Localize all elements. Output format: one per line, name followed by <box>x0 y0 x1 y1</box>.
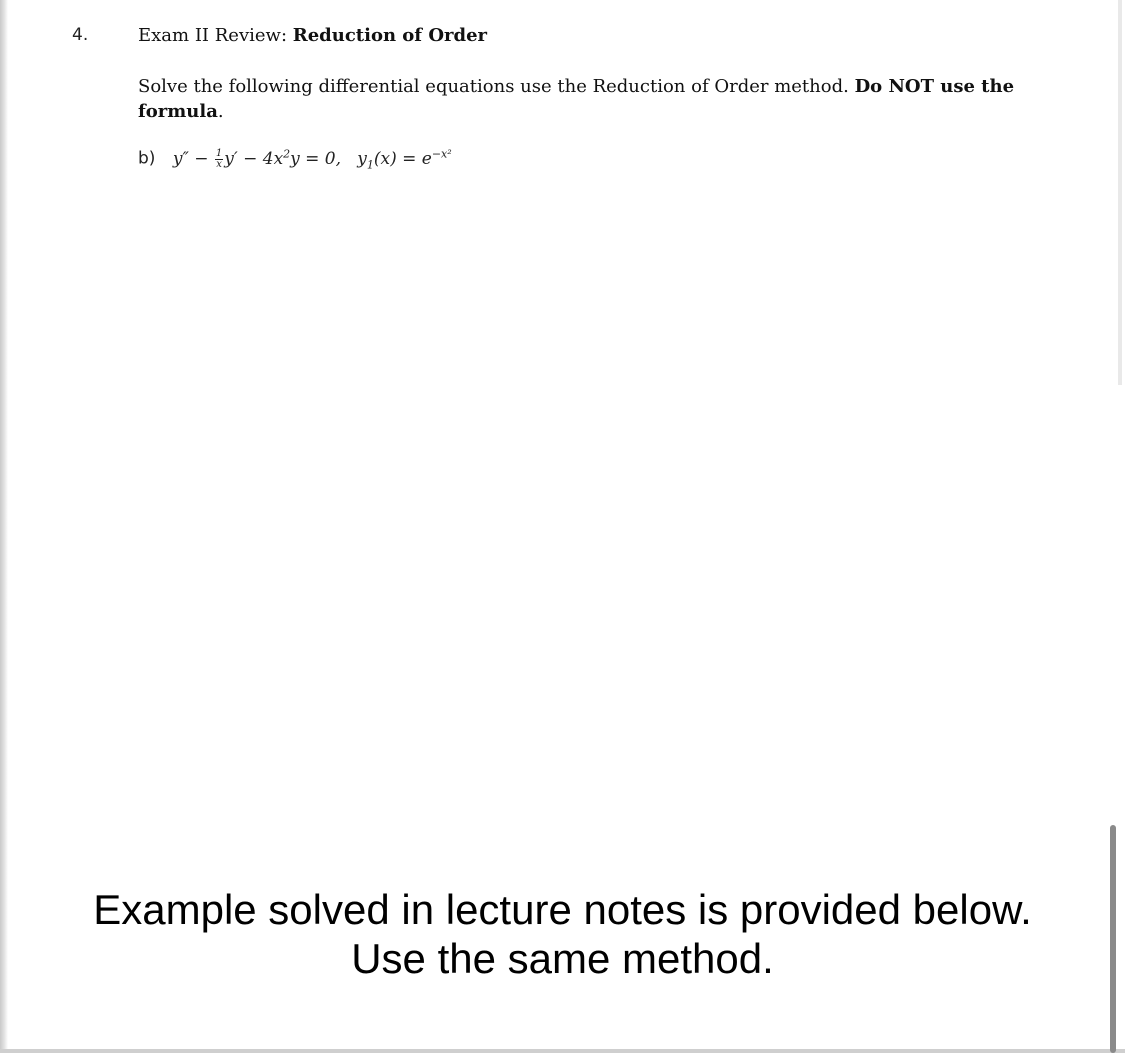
note-line-2: Use the same method. <box>351 935 774 982</box>
heading-prefix: Exam II Review: <box>138 25 288 46</box>
instructions-end: . <box>217 101 224 122</box>
note-line-1: Example solved in lecture notes is provided below. <box>93 886 1032 933</box>
equation-math <box>172 147 452 172</box>
lecture-note <box>0 885 1125 983</box>
eq-lhs-end: y = 0, <box>290 148 342 169</box>
problem-heading <box>138 25 487 46</box>
eq-y1-rest: (x) = e <box>373 148 432 169</box>
equation-label: b) <box>138 148 156 169</box>
instructions-paragraph <box>138 74 1068 124</box>
eq-frac-numerator: 1 <box>215 147 223 159</box>
eq-frac-denominator: x <box>216 158 222 170</box>
eq-fraction <box>215 149 223 170</box>
scrollbar-track[interactable] <box>1118 0 1122 385</box>
page-bottom-edge <box>0 1049 1125 1053</box>
eq-lhs-mid: y′ − 4x <box>224 148 284 169</box>
eq-y1-start: y <box>357 148 367 169</box>
heading-title: Reduction of Order <box>292 25 488 46</box>
problem-number: 4. <box>72 25 89 45</box>
eq-lhs-start: y″ − <box>172 148 209 169</box>
instructions-warning: Do NOT use the formula <box>138 76 1015 122</box>
instructions-text: Solve the following differential equations use the Reduction of Order method. <box>138 76 849 97</box>
equation-b <box>138 147 452 171</box>
eq-exp-2: 2 <box>283 147 291 160</box>
eq-y1-exp: −x² <box>431 147 452 160</box>
eq-y1-sub: 1 <box>366 158 374 172</box>
